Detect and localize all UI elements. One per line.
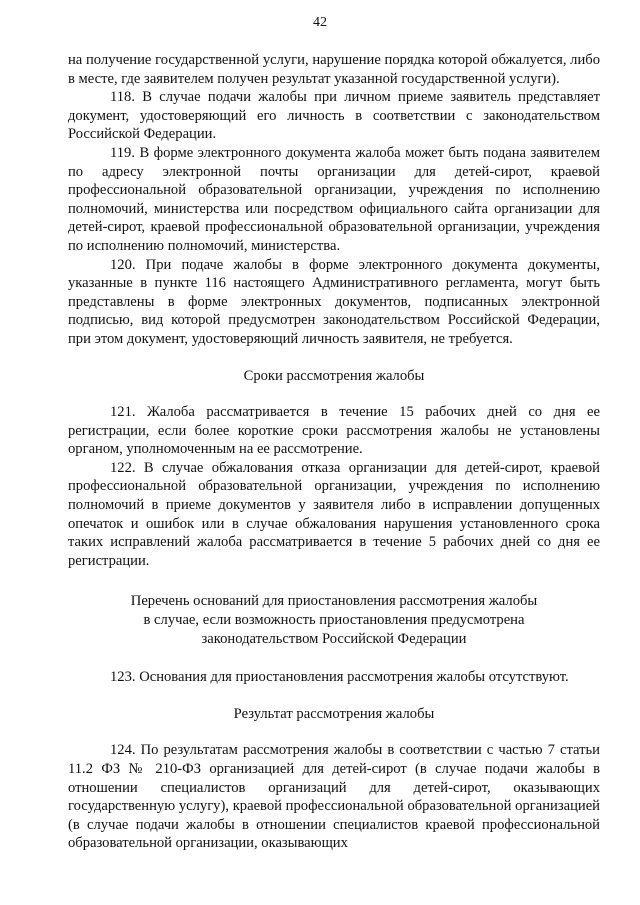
- heading-line: в случае, если возможность приостановления предусмотрена: [143, 612, 525, 629]
- heading-line: Перечень оснований для приостановления рассмотрения жалобы: [130, 593, 538, 610]
- paragraph-119: 119. В форме электронного документа жалоба может быть подана заявителем по адресу электронной почты организации для детей-сирот, краевой профессиональной образовательной организации, учреждения по исполнению полномочий, министерства или посредством официального сайта организации для детей-сирот, краевой профессиональной образовательной организации, учреждения по исполнению полномочий, министерства.: [68, 144, 600, 254]
- paragraph-122: 122. В случае обжалования отказа организации для детей-сирот, краевой профессиональной образовательной организации, учреждения по исполнению полномочий в приеме документов у заявителя либо в исправлении допущенных опечаток и ошибок или в случае обжалования нарушения установленного срока таких исправлений жалоба рассматривается в течение 5 рабочих дней со дня ее регистрации.: [68, 459, 600, 569]
- paragraph-121: 121. Жалоба рассматривается в течение 15 рабочих дней со дня ее регистрации, если более короткие сроки рассмотрения жалобы не установлены органом, уполномоченным на ее рассмотрение.: [68, 404, 600, 458]
- paragraph-continuation: на получение государственной услуги, нарушение порядка которой обжалуется, либо в месте, где заявителем получен результат указанной государственной услуги).: [68, 52, 600, 87]
- section-heading-suspension-grounds: [68, 592, 600, 648]
- heading-line: законодательством Российской Федерации: [201, 630, 467, 647]
- section-heading-review-result: Результат рассмотрения жалобы: [233, 705, 435, 722]
- section-heading-review-terms: Сроки рассмотрения жалобы: [243, 367, 425, 384]
- paragraph-124: 124. По результатам рассмотрения жалобы в соответствии с частью 7 статьи 11.2 ФЗ № 210-ФЗ организацией для детей-сирот (в случае подачи жалобы в отношении специалистов организаций для детей-сирот, оказывающих государственную услугу), краевой профессиональной образовательной организацией (в случае подачи жалобы в отношении специалистов краевой профессиональной образовательной организации, оказывающих: [68, 742, 600, 852]
- page-number: 42: [313, 15, 327, 30]
- paragraph-120: 120. При подаче жалобы в форме электронного документа документы, указанные в пункте 116 настоящего Административного регламента, могут быть представлены в форме электронных документов, подписанных электронной подписью, вид которой предусмотрен законодательством Российской Федерации, при этом документ, удостоверяющий личность заявителя, не требуется.: [68, 256, 600, 347]
- paragraph-118: 118. В случае подачи жалобы при личном приеме заявитель представляет документ, удостоверяющий его личность в соответствии с законодательством Российской Федерации.: [68, 89, 600, 143]
- paragraph-123: 123. Основания для приостановления рассмотрения жалобы отсутствуют.: [110, 669, 569, 686]
- document-body: [68, 51, 600, 853]
